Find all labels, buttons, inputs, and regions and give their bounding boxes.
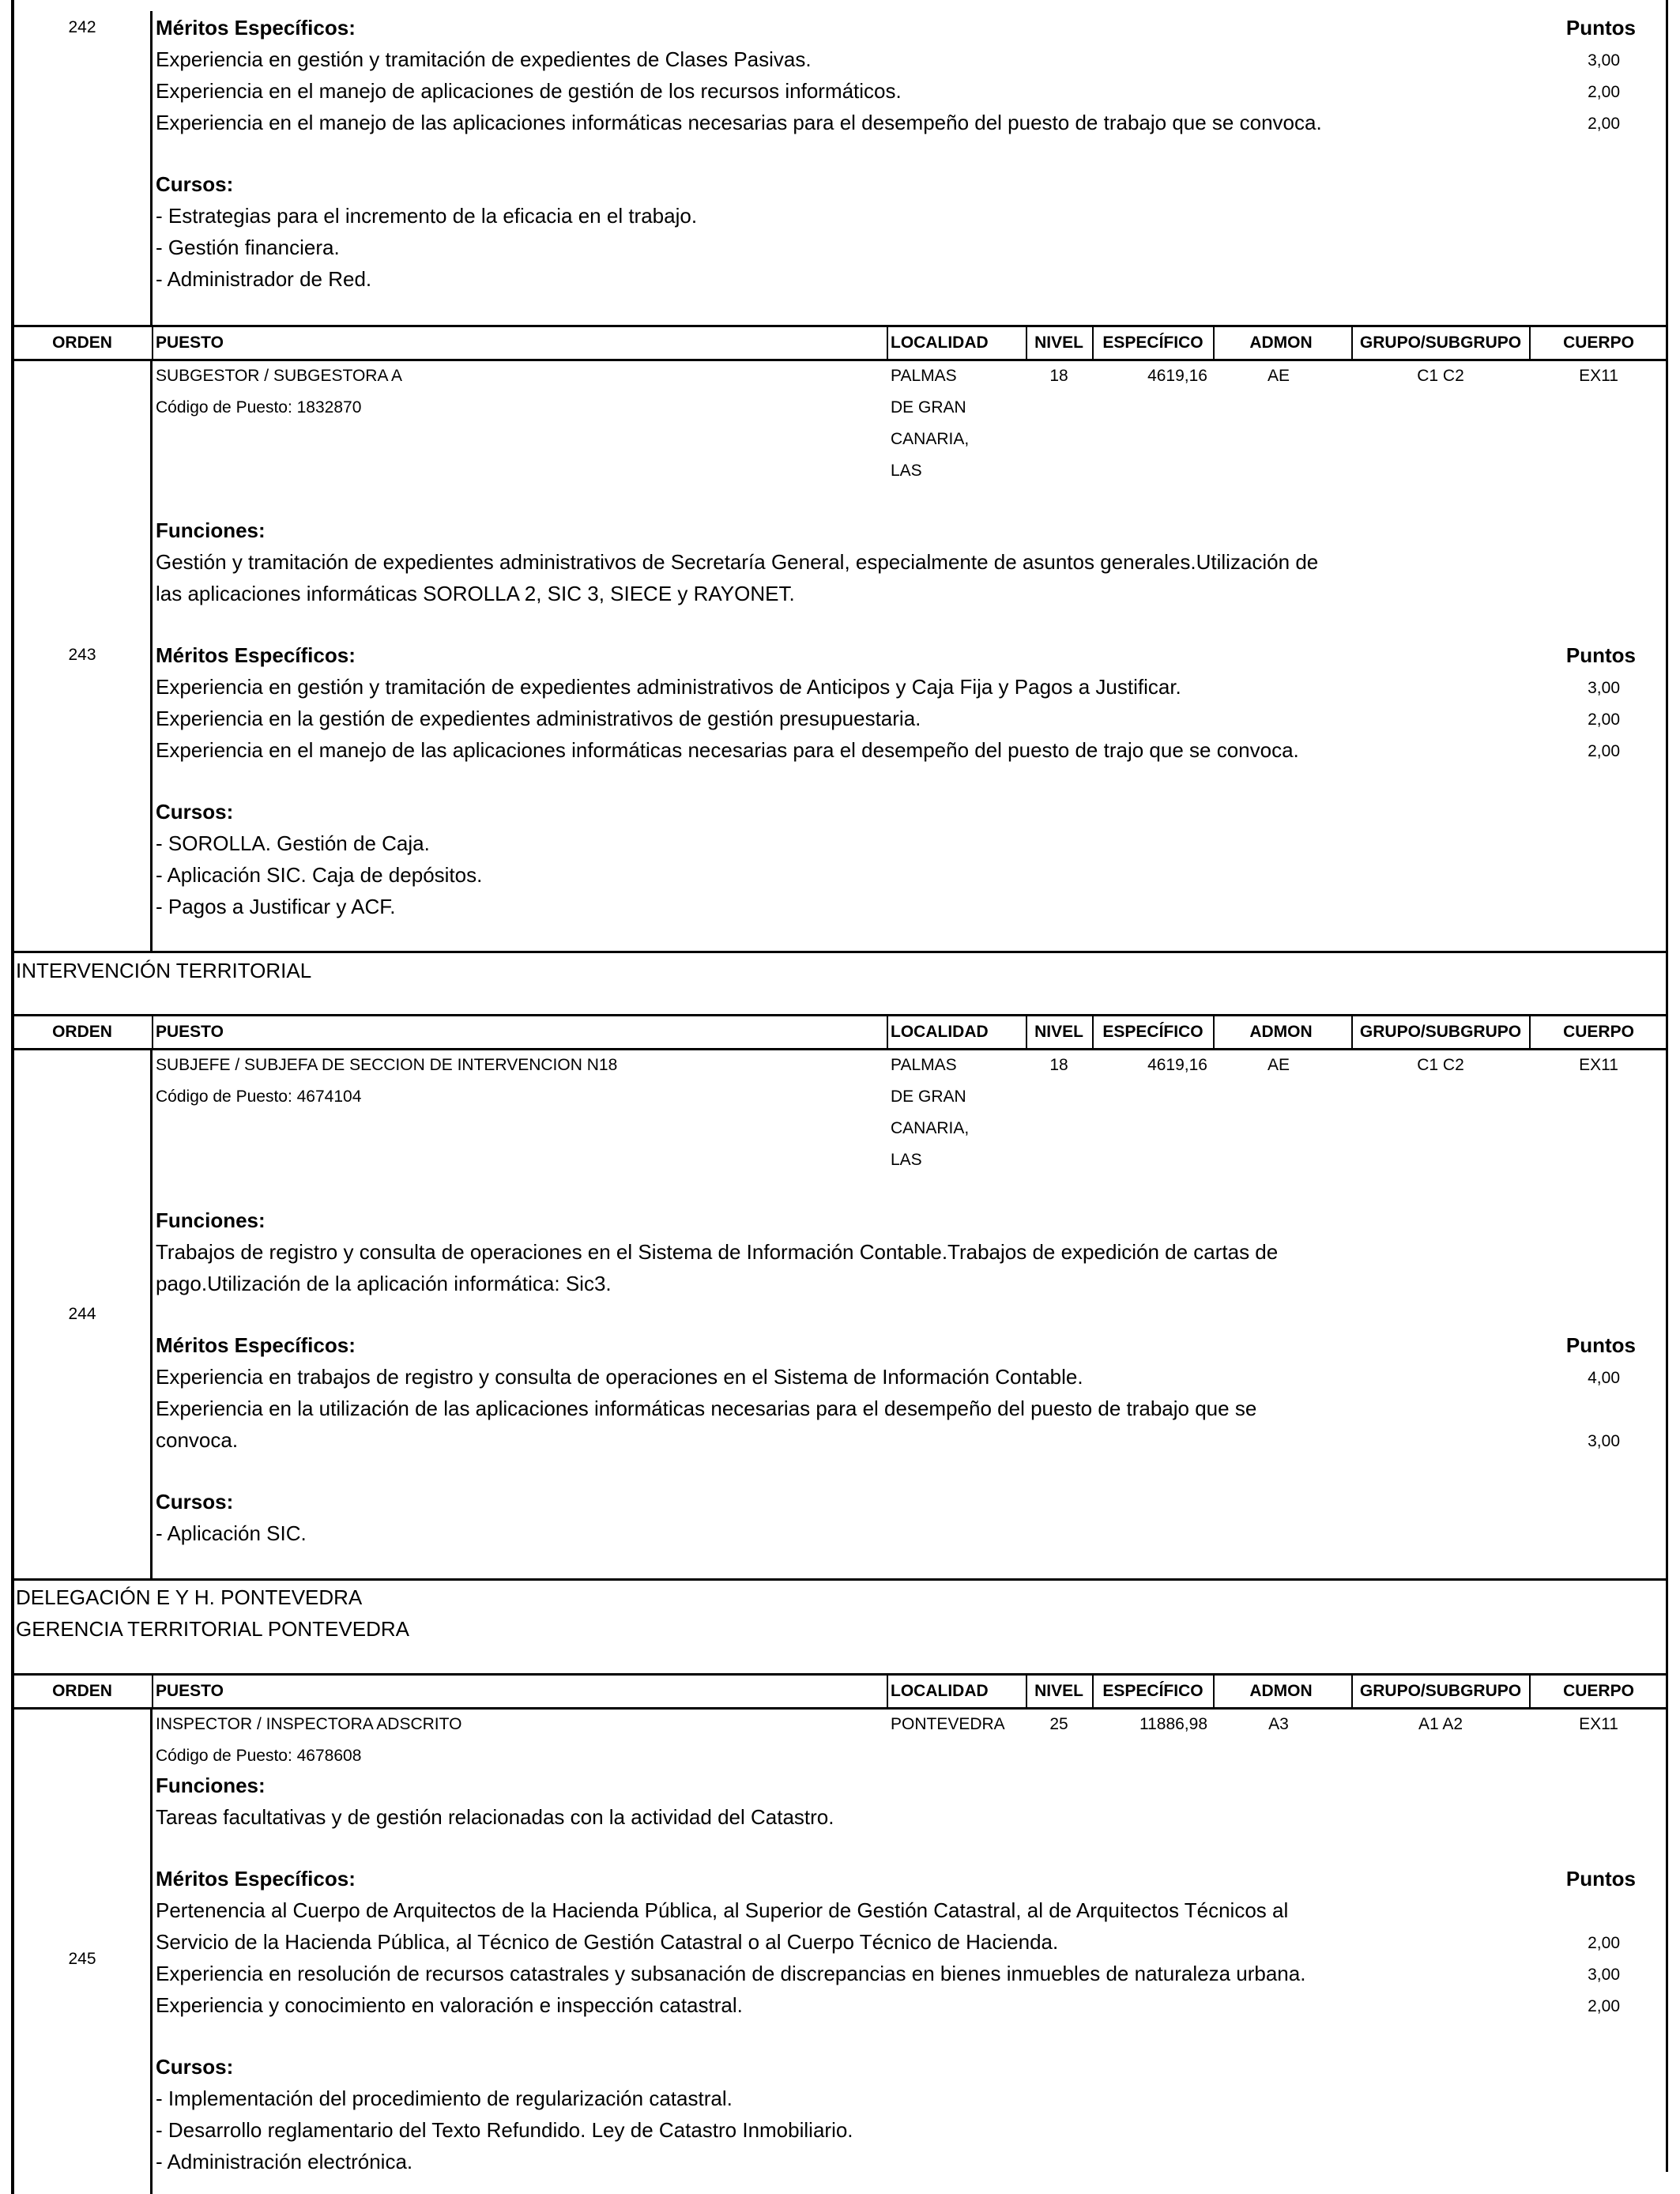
header-admon: ADMON [1249,1682,1313,1700]
row-245-nivel: 25 [1049,1715,1068,1733]
row-244-admon: AE [1267,1056,1290,1074]
merito-points: 3,00 [1588,679,1620,697]
orden-245: 245 [68,1950,96,1968]
merito-line: Experiencia en trabajos de registro y consulta de operaciones en el Sistema de Información Contable. [156,1365,1083,1389]
row-244-localidad-line: LAS [891,1151,922,1169]
orden-243: 243 [68,646,96,664]
header-orden: ORDEN [52,334,112,352]
merito-points: 2,00 [1588,83,1620,101]
section-gerencia: GERENCIA TERRITORIAL PONTEVEDRA [16,1617,409,1641]
row-245-admon: A3 [1268,1715,1289,1733]
merito-line: Servicio de la Hacienda Pública, al Técnico de Gestión Catastral o al Cuerpo Técnico de Hacienda. [156,1930,1059,1954]
cursos-heading: Cursos: [156,172,234,196]
cursos-heading: Cursos: [156,1490,234,1514]
row-244-localidad-line: CANARIA, [891,1119,970,1137]
curso-line: - Aplicación SIC. Caja de depósitos. [156,863,483,887]
merito-points: 2,00 [1588,711,1620,729]
cursos-heading: Cursos: [156,800,234,824]
header-grupo: GRUPO/SUBGRUPO [1359,1682,1522,1700]
header-localidad: LOCALIDAD [891,334,989,352]
header-cuerpo: CUERPO [1563,334,1634,352]
merito-line: Experiencia en gestión y tramitación de expedientes de Clases Pasivas. [156,47,812,71]
funciones-heading: Funciones: [156,1774,266,1797]
header-especifico: ESPECÍFICO [1102,1682,1203,1700]
row-245-codigo: Código de Puesto: 4678608 [156,1747,362,1765]
header-cuerpo: CUERPO [1563,1023,1634,1041]
header-puesto: PUESTO [156,1023,224,1041]
header-row-245-bottom-rule [11,1707,1668,1710]
header-especifico: ESPECÍFICO [1102,334,1203,352]
header-row-243-col-divider [887,325,888,360]
row-244-cuerpo: EX11 [1579,1056,1618,1074]
funciones-line: Tareas facultativas y de gestión relacionadas con la actividad del Catastro. [156,1805,834,1829]
merito-line: Experiencia en el manejo de las aplicaciones informáticas necesarias para el desempeño del puesto de trabajo que se convoca. [156,111,1322,134]
header-nivel: NIVEL [1034,334,1083,352]
header-row-245-top-rule [11,1673,1668,1676]
section-rule-delegacion [11,1578,1668,1581]
row-243-codigo: Código de Puesto: 1832870 [156,398,362,417]
frame-left-border [11,0,14,2194]
header-row-243-bottom-rule [11,359,1668,361]
row-243-puesto: SUBGESTOR / SUBGESTORA A [156,367,402,385]
orden-242: 242 [68,18,96,36]
row-244-grupo: C1 C2 [1417,1056,1464,1074]
row-243-admon: AE [1267,367,1290,385]
puntos-heading: Puntos [1565,1333,1636,1357]
header-row-243-col-divider [1529,325,1531,360]
merito-line: Experiencia en gestión y tramitación de expedientes administrativos de Anticipos y Caja Fija y Pagos a Justificar. [156,675,1181,699]
merito-line: Experiencia en el manejo de aplicaciones de gestión de los recursos informáticos. [156,79,902,103]
curso-line: - Implementación del procedimiento de regularización catastral. [156,2087,733,2110]
curso-line: - Administración electrónica. [156,2150,413,2173]
header-row-244-col-divider [152,1014,153,1050]
merito-line: Experiencia en resolución de recursos catastrales y subsanación de discrepancias en bienes inmuebles de naturaleza urbana. [156,1962,1306,1985]
section-delegacion: DELEGACIÓN E Y H. PONTEVEDRA [16,1585,363,1609]
curso-line: - SOROLLA. Gestión de Caja. [156,831,430,855]
header-row-245-col-divider [1213,1673,1215,1709]
row-243-localidad-line: DE GRAN [891,398,966,417]
header-orden: ORDEN [52,1682,112,1700]
row-243-localidad-line: CANARIA, [891,430,970,448]
header-admon: ADMON [1249,1023,1313,1041]
row-244-localidad-line: PALMAS [891,1056,957,1074]
puntos-heading: Puntos [1565,16,1636,40]
header-nivel: NIVEL [1034,1023,1083,1041]
header-row-245-col-divider [1529,1673,1531,1709]
merito-line: convoca. [156,1428,239,1452]
row-244-nivel: 18 [1049,1056,1068,1074]
header-row-244-col-divider [887,1014,888,1050]
header-localidad: LOCALIDAD [891,1682,989,1700]
row-244-puesto: SUBJEFE / SUBJEFA DE SECCION DE INTERVENCION N18 [156,1056,618,1074]
merito-points: 3,00 [1588,1966,1620,1984]
header-admon: ADMON [1249,334,1313,352]
header-row-244-bottom-rule [11,1048,1668,1050]
header-localidad: LOCALIDAD [891,1023,989,1041]
orden-column-divider-243 [150,360,153,952]
header-orden: ORDEN [52,1023,112,1041]
merito-points: 3,00 [1588,51,1620,70]
header-puesto: PUESTO [156,1682,224,1700]
header-puesto: PUESTO [156,334,224,352]
merito-points: 2,00 [1588,1934,1620,1952]
merito-points: 4,00 [1588,1369,1620,1387]
puntos-heading: Puntos [1565,643,1636,667]
merito-line: Experiencia en la utilización de las aplicaciones informáticas necesarias para el desempeño del puesto de trabajo que se [156,1397,1257,1420]
header-cuerpo: CUERPO [1563,1682,1634,1700]
header-row-245-col-divider [152,1673,153,1709]
row-243-localidad-line: PALMAS [891,367,957,385]
funciones-line: pago.Utilización de la aplicación informática: Sic3. [156,1272,612,1295]
row-245-cuerpo: EX11 [1579,1715,1618,1733]
meritos-heading: Méritos Específicos: [156,16,356,40]
funciones-line: Gestión y tramitación de expedientes administrativos de Secretaría General, especialmente de asuntos generales.Utilización de [156,550,1319,574]
merito-line: Experiencia en el manejo de las aplicaciones informáticas necesarias para el desempeño del puesto de trajo que se convoca. [156,738,1299,762]
merito-line: Experiencia y conocimiento en valoración e inspección catastral. [156,1993,743,2017]
funciones-line: las aplicaciones informáticas SOROLLA 2, SIC 3, SIECE y RAYONET. [156,582,795,605]
orden-column-divider-244 [150,1050,153,1579]
curso-line: - Desarrollo reglamentario del Texto Refundido. Ley de Catastro Inmobiliario. [156,2118,853,2142]
funciones-heading: Funciones: [156,518,266,542]
header-row-245-col-divider [1351,1673,1353,1709]
row-243-cuerpo: EX11 [1579,367,1618,385]
header-grupo: GRUPO/SUBGRUPO [1359,1023,1522,1041]
merito-points: 3,00 [1588,1432,1620,1450]
row-244-codigo: Código de Puesto: 4674104 [156,1088,362,1106]
row-245-grupo: A1 A2 [1418,1715,1463,1733]
row-243-localidad-line: LAS [891,462,922,480]
meritos-heading: Méritos Específicos: [156,1333,356,1357]
row-245-localidad-line: PONTEVEDRA [891,1715,1005,1733]
header-row-244-top-rule [11,1014,1668,1016]
merito-points: 2,00 [1588,115,1620,133]
curso-line: - Gestión financiera. [156,236,340,259]
header-row-243-top-rule [11,325,1668,327]
puntos-heading: Puntos [1565,1867,1636,1891]
orden-column-divider-242 [150,11,153,326]
merito-line: Pertenencia al Cuerpo de Arquitectos de la Hacienda Pública, al Superior de Gestión Catastral, al de Arquitectos Técnicos al [156,1898,1289,1922]
funciones-line: Trabajos de registro y consulta de operaciones en el Sistema de Información Contable.Trabajos de expedición de cartas de [156,1240,1279,1264]
header-nivel: NIVEL [1034,1682,1083,1700]
row-243-nivel: 18 [1049,367,1068,385]
merito-line: Experiencia en la gestión de expedientes administrativos de gestión presupuestaria. [156,707,921,730]
header-row-245-col-divider [887,1673,888,1709]
meritos-heading: Méritos Específicos: [156,643,356,667]
row-245-puesto: INSPECTOR / INSPECTORA ADSCRITO [156,1715,462,1733]
curso-line: - Estrategias para el incremento de la eficacia en el trabajo. [156,204,698,228]
row-243-especifico: 4619,16 [1147,367,1207,385]
row-245-especifico: 11886,98 [1139,1715,1207,1733]
curso-line: - Aplicación SIC. [156,1521,307,1545]
row-244-localidad-line: DE GRAN [891,1088,966,1106]
curso-line: - Pagos a Justificar y ACF. [156,895,396,918]
section-rule-intervencion [11,951,1668,953]
header-row-244-col-divider [1351,1014,1353,1050]
orden-244: 244 [68,1305,96,1323]
row-244-especifico: 4619,16 [1147,1056,1207,1074]
cursos-heading: Cursos: [156,2055,234,2079]
header-row-243-col-divider [1213,325,1215,360]
row-243-grupo: C1 C2 [1417,367,1464,385]
header-row-244-col-divider [1213,1014,1215,1050]
header-row-243-col-divider [1351,325,1353,360]
funciones-heading: Funciones: [156,1208,266,1232]
orden-column-divider-245 [150,1709,153,2194]
merito-points: 2,00 [1588,1997,1620,2015]
meritos-heading: Méritos Específicos: [156,1867,356,1891]
header-row-244-col-divider [1529,1014,1531,1050]
section-intervencion: INTERVENCIÓN TERRITORIAL [16,959,312,982]
curso-line: - Administrador de Red. [156,267,372,291]
header-grupo: GRUPO/SUBGRUPO [1359,334,1522,352]
merito-points: 2,00 [1588,742,1620,760]
header-row-243-col-divider [152,325,153,360]
header-especifico: ESPECÍFICO [1102,1023,1203,1041]
